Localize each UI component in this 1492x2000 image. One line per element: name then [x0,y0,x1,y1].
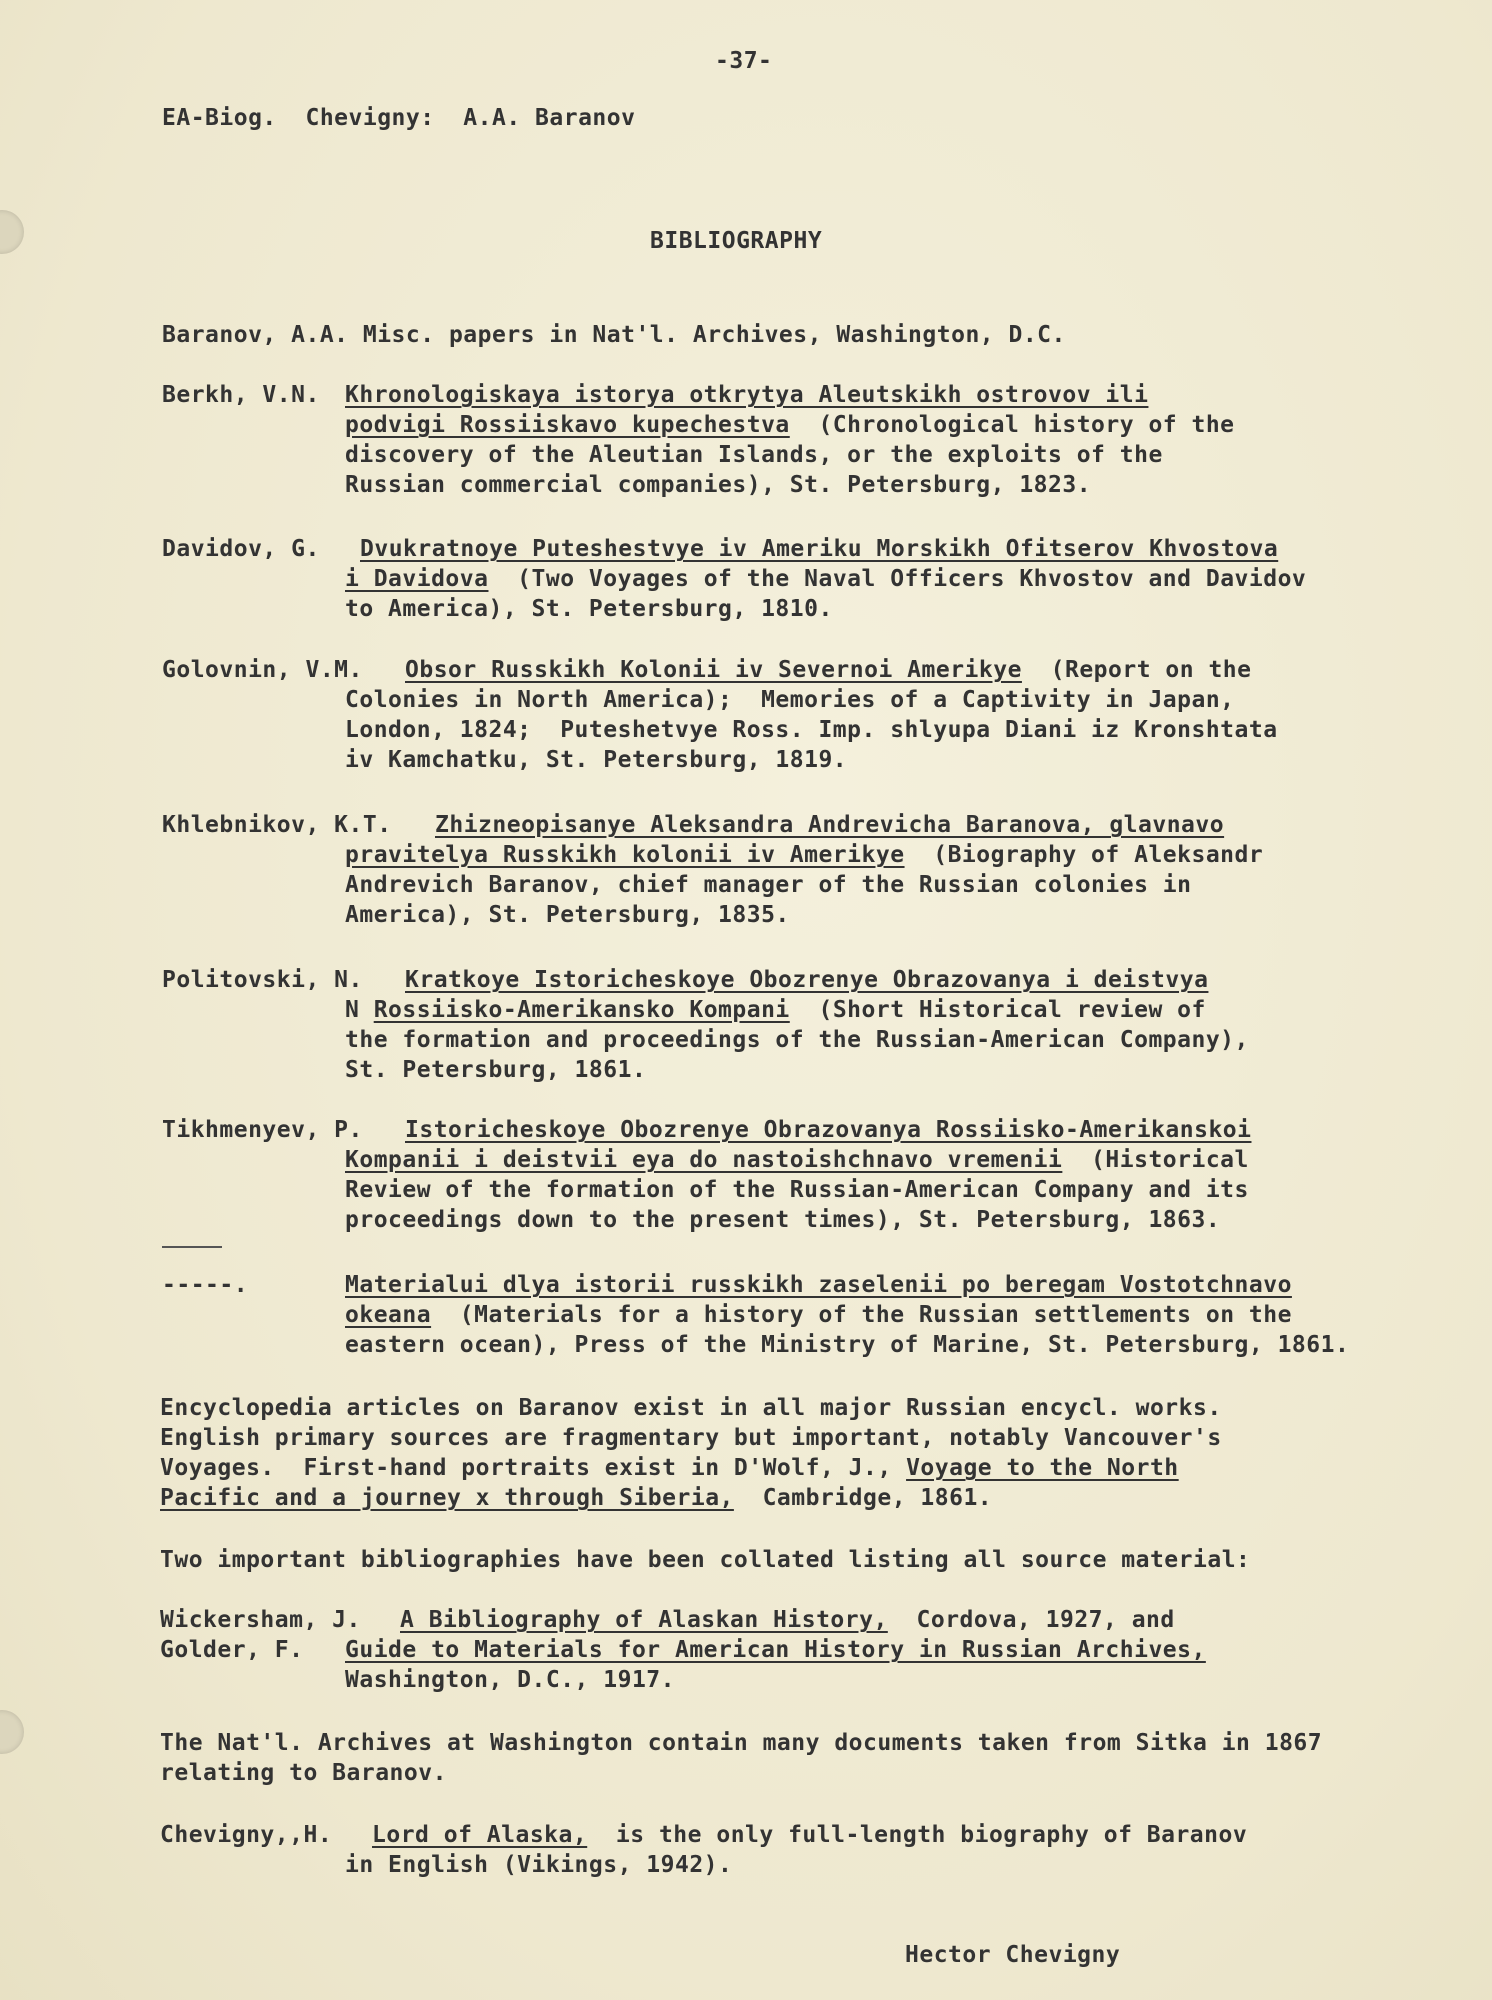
paragraph-line [160,1453,1179,1484]
entry-line: London, 1824; Puteshetvye Ross. Imp. shlyupa Diani iz Kronshtata [345,717,1278,743]
entry-title: i Davidova [345,566,489,592]
entry-line: Review of the formation of the Russian-American Company and its [345,1177,1249,1203]
entry-text: (Report on the [1021,657,1252,683]
paragraph-line: The Nat'l. Archives at Washington contain many documents taken from Sitka in 1867 [160,1730,1323,1756]
entry-line: eastern ocean), Press of the Ministry of Marine, St. Petersburg, 1861. [345,1332,1350,1358]
entry-line: iv Kamchatku, St. Petersburg, 1819. [345,747,848,773]
entry-baranov: Baranov, A.A. Misc. papers in Nat'l. Archives, Washington, D.C. [162,322,1066,348]
paragraph-line: English primary sources are fragmentary but important, notably Vancouver's [160,1425,1222,1451]
signature: Hector Chevigny [905,1942,1121,1968]
entry-title: Kratkoye Istoricheskoye Obozrenye Obrazovanya i deistvya [405,967,1209,993]
entry-line: in English (Vikings, 1942). [345,1852,733,1878]
entry-line: Russian commercial companies), St. Petersburg, 1823. [345,472,1092,498]
entry-line [405,655,1252,686]
entry-text: (Biography of Aleksandr [904,842,1264,868]
entry-title: Obsor Russkikh Kolonii iv Severnoi Amerikye [405,657,1022,683]
entry-title: Voyage to the North [906,1455,1179,1481]
entry-text: (Short Historical review of [789,997,1206,1023]
entry-title: Lord of Alaska, [372,1822,588,1848]
punch-hole [0,1710,24,1754]
paragraph-text: Cambridge, 1861. [733,1485,993,1511]
entry-title: Materialui dlya istorii russkikh zaselenii po beregam Vostotchnavo [345,1272,1292,1298]
entry-title: A Bibliography of Alaskan History, [400,1607,888,1633]
entry-text: (Chronological history of the [789,412,1235,438]
entry-author: Khlebnikov, K.T. [162,812,392,838]
entry-line: the formation and proceedings of the Russian-American Company), [345,1027,1249,1053]
punch-hole [0,210,24,254]
entry-title: okeana [345,1302,432,1328]
entry-author: Davidov, G. [162,536,320,562]
entry-title: Khronologiskaya istorya otkrytya Aleutskikh ostrovov ili [345,382,1149,408]
paragraph-line: Encyclopedia articles on Baranov exist in all major Russian encycl. works. [160,1395,1222,1421]
entry-text: (Materials for a history of the Russian settlements on the [431,1302,1292,1328]
entry-author: Chevigny,,H. [160,1822,333,1848]
paragraph-line [160,1483,992,1514]
entry-title: Dvukratnoye Puteshestvye iv Ameriku Morskikh Ofitserov Khvostova [360,536,1279,562]
entry-line [400,1605,1175,1636]
entry-line [372,1820,1247,1851]
paragraph-line: relating to Baranov. [160,1760,447,1786]
entry-line: Colonies in North America); Memories of a Captivity in Japan, [345,687,1235,713]
entry-text: Cordova, 1927, and [887,1607,1175,1633]
paragraph-text: Voyages. First-hand portraits exist in D'Wolf, J., [160,1455,907,1481]
entry-author: Berkh, V.N. [162,382,320,408]
entry-author: Golovnin, V.M. [162,657,363,683]
entry-text: is the only full-length biography of Baranov [587,1822,1248,1848]
entry-line: St. Petersburg, 1861. [345,1057,647,1083]
entry-title: podvigi Rossiiskavo kupechestva [345,412,790,438]
entry-line: Washington, D.C., 1917. [345,1667,675,1693]
entry-author: Politovski, N. [162,967,363,993]
entry-line [345,564,1306,595]
entry-title: Zhizneopisanye Aleksandra Andrevicha Baranova, glavnavo [435,812,1225,838]
entry-line [345,1145,1249,1176]
entry-text: (Historical [1062,1147,1249,1173]
page-title: BIBLIOGRAPHY [650,228,823,254]
paragraph-line: Two important bibliographies have been collated listing all source material: [160,1547,1251,1573]
entry-author: Golder, F. [160,1637,304,1663]
entry-title: Guide to Materials for American History in Russian Archives, [345,1637,1206,1663]
page-number: -37- [715,48,773,74]
entry-line [345,1300,1292,1331]
entry-line [345,840,1263,871]
entry-title: pravitelya Russkikh kolonii iv Amerikye [345,842,905,868]
entry-title: Istoricheskoye Obozrenye Obrazovanya Rossiisko-Amerikanskoi [405,1117,1252,1143]
entry-line [345,995,1206,1026]
entry-line: America), St. Petersburg, 1835. [345,902,790,928]
entry-title: Rossiisko-Amerikansko Kompani [373,997,790,1023]
entry-title: Pacific and a journey x through Siberia, [160,1485,734,1511]
header-line: EA-Biog. Chevigny: A.A. Baranov [162,105,636,131]
entry-line: discovery of the Aleutian Islands, or the exploits of the [345,442,1163,468]
entry-author: Wickersham, J. [160,1607,361,1633]
entry-author: Tikhmenyev, P. [162,1117,363,1143]
entry-author: -----. [162,1272,249,1298]
entry-text: (Two Voyages of the Naval Officers Khvostov and Davidov [488,566,1307,592]
entry-line: proceedings down to the present times), St. Petersburg, 1863. [345,1207,1221,1233]
entry-line [345,410,1235,441]
entry-text: N [345,997,374,1023]
entry-line: to America), St. Petersburg, 1810. [345,596,833,622]
entry-title: Kompanii i deistvii eya do nastoishchnavo vremenii [345,1147,1063,1173]
entry-line: Andrevich Baranov, chief manager of the Russian colonies in [345,872,1192,898]
ditto-dash [162,1246,222,1248]
